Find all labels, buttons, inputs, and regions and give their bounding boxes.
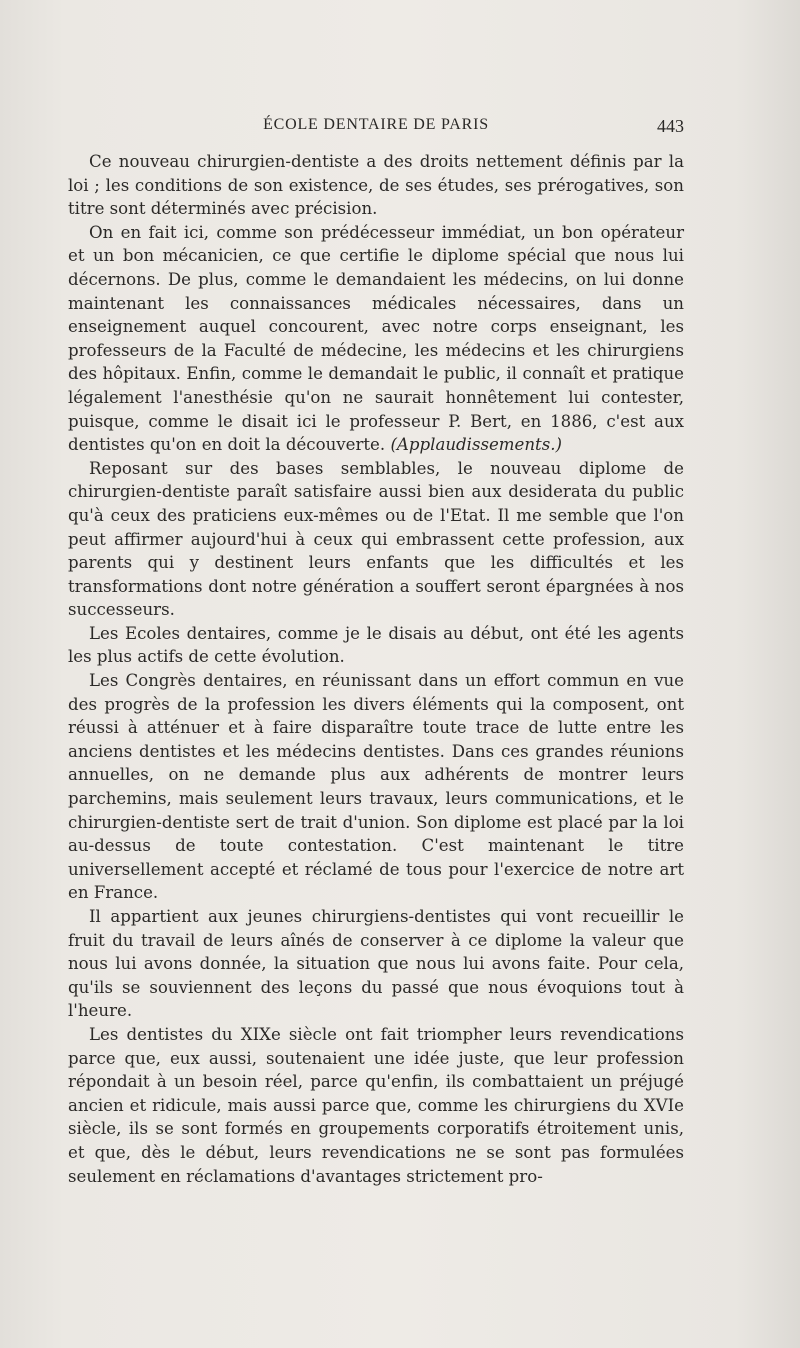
paragraph xyxy=(68,905,684,1023)
paragraph xyxy=(68,150,684,221)
paragraph-text: Il appartient aux jeunes chirurgiens-dentistes qui vont recueillir le fruit du travail de leurs aînés de conserver à ce diplome la valeur que nous lui avons donnée, la situation que nous lui avons faite. Pour cela, qu'ils se souviennent des leçons du passé que nous évoquions tout à l'heure. xyxy=(68,907,684,1021)
page-number: 443 xyxy=(657,116,684,136)
running-title: ÉCOLE DENTAIRE DE PARIS xyxy=(263,116,489,133)
paragraph-text: Les dentistes du XIXe siècle ont fait triompher leurs revendications parce que, eux aussi, soutenaient une idée juste, que leur profession répondait à un besoin réel, parce qu'enfin, ils combattaient un préjugé ancien et ridicule, mais aussi parce que, comme les chirurgiens du XVIe siècle, ils se sont formés en groupements corporatifs étroitement unis, et que, dès le début, leurs revendications ne se sont pas formulées seulement en réclamations d'avantages strictement pro- xyxy=(68,1024,684,1186)
paragraph xyxy=(68,622,684,669)
paragraph-text: Les Ecoles dentaires, comme je le disais au début, ont été les agents les plus actifs de cette évolution. xyxy=(68,623,684,667)
paragraph-text: On en fait ici, comme son prédécesseur immédiat, un bon opérateur et un bon mécanicien, ce que certifie le diplome spécial que nous lui décernons. De plus, comme le demandaient les médecins, on lui donne maintenant les connaissances médicales nécessaires, dans un enseignement auquel concourent, avec notre corps enseignant, les professeurs de la Faculté de médecine, les médecins et les chirurgiens des hôpitaux. Enfin, comme le demandait le public, il connaît et pratique légalement l'anesthésie qu'on ne saurait honnêtement lui contester, puisque, comme le disait ici le professeur P. Bert, en 1886, c'est aux dentistes qu'on en doit la découverte. xyxy=(68,222,684,455)
applause-note: (Applaudissements.) xyxy=(390,435,562,455)
paragraph-text: Les Congrès dentaires, en réunissant dans un effort commun en vue des progrès de la profession les divers éléments qui la composent, ont réussi à atténuer et à faire disparaître toute trace de lutte entre les anciens dentistes et les médecins dentistes. Dans ces grandes réunions annuelles, on ne demande plus aux adhérents de montrer leurs parchemins, mais seulement leurs travaux, leurs communications, et le chirurgien-dentiste sert de trait d'union. Son diplome est placé par la loi au-dessus de toute contestation. C'est maintenant le titre universellement accepté et réclamé de tous pour l'exercice de notre art en France. xyxy=(68,671,684,903)
paragraph xyxy=(68,221,684,457)
paragraph xyxy=(68,1023,684,1188)
running-header xyxy=(68,116,684,140)
paragraph-text: Reposant sur des bases semblables, le nouveau diplome de chirurgien-dentiste paraît satisfaire aussi bien aux desiderata du public qu'à ceux des praticiens eux-mêmes ou de l'Etat. Il me semble que l'on peut affirmer aujourd'hui à ceux qui embrassent cette profession, aux parents qui y destinent leurs enfants que les difficultés et les transformations dont notre génération a souffert seront épargnées à nos successeurs. xyxy=(68,458,684,620)
paragraph xyxy=(68,669,684,905)
paragraph-text: Ce nouveau chirurgien-dentiste a des droits nettement définis par la loi ; les conditions de son existence, de ses études, ses prérogatives, son titre sont déterminés avec précision. xyxy=(68,152,684,219)
paragraph xyxy=(68,457,684,622)
body-text xyxy=(68,150,684,1188)
